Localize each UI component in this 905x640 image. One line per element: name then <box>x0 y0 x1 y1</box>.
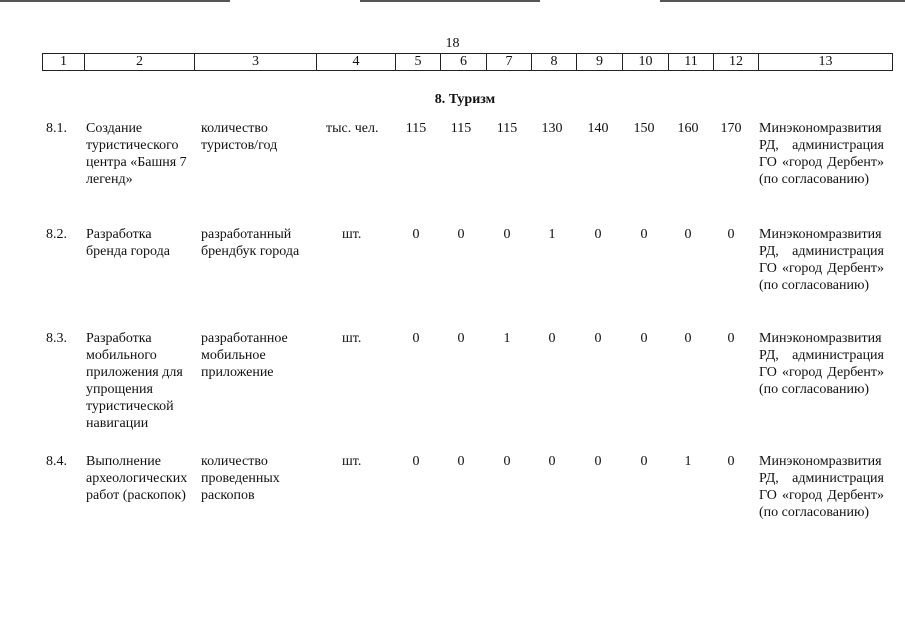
column-number: 4 <box>317 54 396 71</box>
row-value: 1 <box>503 331 511 346</box>
column-number: 2 <box>85 54 195 71</box>
row-value: 0 <box>548 454 556 469</box>
row-value: 0 <box>412 454 420 469</box>
row-value: 0 <box>727 227 735 242</box>
row-value: 0 <box>727 454 735 469</box>
column-number: 8 <box>532 54 577 71</box>
row-name: Разработка мобильного приложения для упрощения туристической навигации <box>86 331 183 431</box>
row-indicator: количество проведенных раскопов <box>201 454 280 503</box>
row-indicator: количество туристов/год <box>201 121 278 153</box>
row-unit: шт. <box>342 454 362 469</box>
row-value: 150 <box>633 121 655 136</box>
row-value: 0 <box>684 331 692 346</box>
row-value: 0 <box>412 331 420 346</box>
row-unit: шт. <box>342 331 362 346</box>
column-number: 12 <box>714 54 759 71</box>
column-number: 13 <box>759 54 893 71</box>
row-value: 0 <box>684 227 692 242</box>
row-value: 115 <box>450 121 472 136</box>
scan-edge-line <box>360 0 540 2</box>
scan-edge-line <box>660 0 905 2</box>
row-name: Создание туристического центра «Башня 7 легенд» <box>86 121 187 187</box>
row-value: 140 <box>587 121 609 136</box>
row-value: 0 <box>594 331 602 346</box>
row-value: 160 <box>677 121 699 136</box>
row-value: 115 <box>405 121 427 136</box>
column-number: 6 <box>441 54 487 71</box>
row-value: 0 <box>412 227 420 242</box>
row-name: Разработка бренда города <box>86 227 170 259</box>
row-responsible: Минэкономразвития РД, администрация ГО «город Дербент» (по согласованию) <box>759 121 884 187</box>
row-value: 0 <box>457 331 465 346</box>
column-number: 10 <box>623 54 669 71</box>
row-value: 0 <box>503 454 511 469</box>
row-responsible: Минэкономразвития РД, администрация ГО «город Дербент» (по согласованию) <box>759 454 884 520</box>
row-unit: тыс. чел. <box>326 121 379 136</box>
row-value: 0 <box>640 454 648 469</box>
column-number: 9 <box>577 54 623 71</box>
row-value: 115 <box>496 121 518 136</box>
page-number: 18 <box>445 36 460 51</box>
row-id: 8.1. <box>46 121 67 136</box>
row-unit: шт. <box>342 227 362 242</box>
row-value: 0 <box>594 227 602 242</box>
row-value: 0 <box>727 331 735 346</box>
row-value: 0 <box>548 331 556 346</box>
row-value: 170 <box>720 121 742 136</box>
row-value: 0 <box>457 227 465 242</box>
row-value: 0 <box>640 227 648 242</box>
row-indicator: разработанный брендбук города <box>201 227 300 259</box>
column-number: 3 <box>195 54 317 71</box>
row-indicator: разработанное мобильное приложение <box>201 331 288 380</box>
row-id: 8.2. <box>46 227 67 242</box>
row-id: 8.4. <box>46 454 67 469</box>
scan-edge-line <box>0 0 230 2</box>
column-number: 1 <box>43 54 85 71</box>
row-value: 0 <box>457 454 465 469</box>
row-value: 1 <box>684 454 692 469</box>
row-responsible: Минэкономразвития РД, администрация ГО «город Дербент» (по согласованию) <box>759 227 884 293</box>
row-id: 8.3. <box>46 331 67 346</box>
column-number: 11 <box>669 54 714 71</box>
row-value: 0 <box>640 331 648 346</box>
row-name: Выполнение археологических работ (раскопок) <box>86 454 188 503</box>
row-value: 0 <box>503 227 511 242</box>
row-responsible: Минэкономразвития РД, администрация ГО «город Дербент» (по согласованию) <box>759 331 884 397</box>
column-number: 5 <box>396 54 441 71</box>
section-title: 8. Туризм <box>434 92 496 107</box>
row-value: 1 <box>548 227 556 242</box>
row-value: 0 <box>594 454 602 469</box>
row-value: 130 <box>541 121 563 136</box>
column-number-header <box>42 53 893 71</box>
column-number: 7 <box>487 54 532 71</box>
